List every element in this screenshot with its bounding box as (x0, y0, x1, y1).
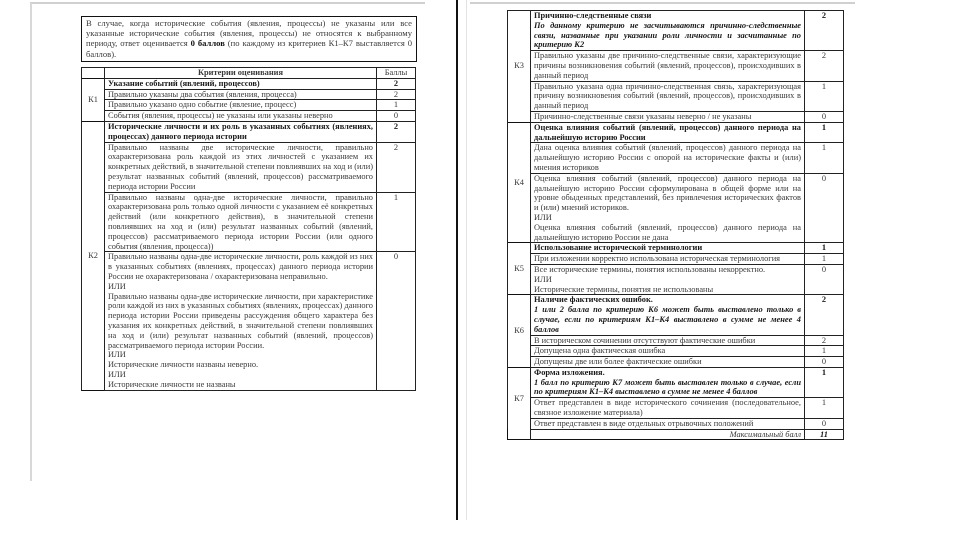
k7-note: 1 балл по критерию К7 может быть выставлен только в случае, если по критериям К1–К4 выставлено в сумме не менее 4 баллов (534, 377, 801, 397)
k2-row-3-or-2: ИЛИ (108, 350, 126, 360)
k2-label: К2 (82, 121, 105, 390)
k2-row-1-points: 2 (377, 142, 416, 192)
k5-title-row (508, 243, 844, 254)
table-row (82, 111, 416, 122)
left-page-left-edge (30, 3, 32, 481)
header-points: Баллы (377, 68, 416, 79)
k6-row-1-points: 2 (805, 335, 844, 346)
k2-row-3-part-1: Правильно названы одна-две исторические личности, роль каждой из них в указанных событиях (явлениях, процессах) данного периода истории России не охарактеризована / охарактеризована неправильно. (108, 252, 373, 281)
k4-row-2-part-2: Оценка влияния событий (явлений, процессов) данного периода на дальнейшую историю России не дана (534, 222, 801, 242)
total-label: Максимальный балл (531, 429, 805, 440)
k7-title: Форма изложения. (534, 367, 605, 377)
k5-row-1-points: 1 (805, 254, 844, 265)
k1-row-3-text: События (явления, процессы) не указаны или указаны неверно (105, 111, 377, 122)
k1-row-2-text: Правильно указано одно событие (явление, процесс) (105, 100, 377, 111)
criteria-table-right (507, 10, 844, 440)
table-row (508, 111, 844, 122)
criteria-table-left (81, 67, 416, 391)
k2-row-2-text: Правильно названы одна-две исторические личности, правильно охарактеризована роль только одной личности с указанием её конкретных действий (или конкретного действия), в значительной степени повлиявших на ход и (или) результат названных событий (явлений, процессов) рассматриваемого периода истории России (или одного события (явления, процесса)) (105, 192, 377, 252)
k6-title: Наличие фактических ошибок. (534, 295, 653, 305)
k2-row-3-points: 0 (377, 252, 416, 390)
page-divider (456, 0, 458, 520)
table-header-row (82, 68, 416, 79)
k2-row-3-or-1: ИЛИ (108, 281, 126, 291)
k4-title-row (508, 122, 844, 143)
k4-max: 1 (805, 122, 844, 143)
k3-title-cell (531, 11, 805, 51)
k6-max: 2 (805, 295, 844, 335)
k2-row-3-part-2: Правильно названы одна-две исторические личности, при характеристике роли каждой из них в указанных событиях (явлениях, процессах) данного периода истории России приведены рассуждения общего характера без указания их конкретных действий, в значительной степени повлиявших на ход и (или) результат названных событий (явлений, процессов) рассматриваемого периода истории России. (108, 291, 373, 350)
k3-row-1-text: Правильно указаны две причинно-следственные связи, характеризующие причины возникновения событий (явлений, процессов), происходивших в данный период (531, 51, 805, 81)
k1-row-1-text: Правильно указаны два события (явления, процесса) (105, 89, 377, 100)
k5-row-2-points: 0 (805, 264, 844, 294)
k2-title: Исторические личности и их роль в указанных событиях (явлениях, процессах) данного периода истории (105, 121, 377, 142)
total-k-cell (508, 429, 531, 440)
k5-max: 1 (805, 243, 844, 254)
k3-note: По данному критерию не засчитываются причинно-следственные связи, названные при указании роли личности и засчитанные по критерию К2 (534, 20, 801, 50)
k2-row-3-part-3: Исторические личности названы неверно. (108, 360, 259, 370)
k5-label: К5 (508, 243, 531, 295)
page-divider-shadow (466, 0, 467, 520)
k5-row-2-text (531, 264, 805, 294)
k6-label: К6 (508, 295, 531, 368)
k6-row-2-text: Допущена одна фактическая ошибка (531, 346, 805, 357)
k1-label: К1 (82, 78, 105, 121)
k5-row-2-part-2: Исторические термины, понятия не использованы (534, 284, 714, 294)
k2-max: 2 (377, 121, 416, 142)
k1-row-3-points: 0 (377, 111, 416, 122)
table-row (508, 81, 844, 111)
k2-row-1-text: Правильно названы две исторические личности, правильно охарактеризована роль каждой из этих личностей с указанием их конкретных действий, в значительной степени повлиявших на ход и (или) результат названных событий (явлений, процессов) рассматриваемого периода истории России (105, 142, 377, 192)
left-page-top-edge (30, 2, 425, 4)
table-row (508, 357, 844, 368)
k3-row-2-text: Правильно указана одна причинно-следственная связь, характеризующая причину возникновения событий (явлений, процессов), происходивших в данный период (531, 81, 805, 111)
k2-row-2-points: 1 (377, 192, 416, 252)
k3-row-1-points: 2 (805, 51, 844, 81)
k7-row-1-text: Ответ представлен в виде исторического сочинения (последовательное, связное изложение материала) (531, 398, 805, 419)
k5-title: Использование исторической терминологии (531, 243, 805, 254)
k3-title: Причинно-следственные связи (534, 11, 652, 20)
k6-row-3-points: 0 (805, 357, 844, 368)
table-row (82, 252, 416, 390)
k4-row-2-text (531, 173, 805, 243)
k6-title-row (508, 295, 844, 335)
k5-row-2-part-1: Все исторические термины, понятия использованы некорректно. (534, 264, 766, 274)
k1-row-2-points: 1 (377, 100, 416, 111)
k6-title-cell (531, 295, 805, 335)
table-row (508, 418, 844, 429)
k2-row-3-text (105, 252, 377, 390)
table-row (82, 142, 416, 192)
header-criteria: Критерии оценивания (105, 68, 377, 79)
k4-title: Оценка влияния событий (явлений, процессов) данного периода на дальнейшую историю России (531, 122, 805, 143)
k4-row-2-points: 0 (805, 173, 844, 243)
table-row (82, 89, 416, 100)
k1-row-1-points: 2 (377, 89, 416, 100)
table-row (82, 192, 416, 252)
total-points: 11 (805, 429, 844, 440)
table-row (508, 254, 844, 265)
table-row (508, 346, 844, 357)
k1-title: Указание событий (явлений, процессов) (105, 78, 377, 89)
right-page-top-edge (470, 2, 855, 4)
k5-row-1-text: При изложении корректно использована историческая терминология (531, 254, 805, 265)
k4-row-1-text: Дана оценка влияния событий (явлений, процессов) данного периода на дальнейшую историю России с опорой на исторические факты и (или) мнения историков (531, 143, 805, 173)
k7-row-2-points: 0 (805, 418, 844, 429)
k4-row-2-part-1: Оценка влияния событий (явлений, процессов) данного периода на дальнейшую историю России сформулирована в общей форме или на уровне обыденных представлений, без привлечения исторических фактов и (или) мнений историков. (534, 173, 801, 213)
table-row (82, 100, 416, 111)
zero-score-note (81, 16, 417, 62)
k3-row-2-points: 1 (805, 81, 844, 111)
k4-label: К4 (508, 122, 531, 243)
k6-row-1-text: В историческом сочинении отсутствуют фактические ошибки (531, 335, 805, 346)
k7-title-cell (531, 367, 805, 397)
note-bold: 0 баллов (190, 38, 225, 49)
k6-row-2-points: 1 (805, 346, 844, 357)
table-row (508, 335, 844, 346)
table-row (508, 398, 844, 419)
k5-row-2-or: ИЛИ (534, 274, 552, 284)
k3-row-3-text: Причинно-следственные связи указаны неверно / не указаны (531, 111, 805, 122)
k6-note: 1 или 2 балла по критерию К6 может быть выставлено только в случае, если по критериям К1–К4 выставлено в сумме не менее 4 баллов (534, 305, 801, 334)
k7-title-row (508, 367, 844, 397)
k7-row-1-points: 1 (805, 398, 844, 419)
k1-max: 2 (377, 78, 416, 89)
total-row (508, 429, 844, 440)
k3-row-3-points: 0 (805, 111, 844, 122)
k3-label: К3 (508, 11, 531, 123)
k3-max: 2 (805, 11, 844, 51)
table-row (508, 173, 844, 243)
k4-row-1-points: 1 (805, 143, 844, 173)
table-row (508, 143, 844, 173)
k7-row-2-text: Ответ представлен в виде отдельных отрывочных положений (531, 418, 805, 429)
k2-row-3-or-3: ИЛИ (108, 369, 126, 379)
table-row (508, 264, 844, 294)
k1-title-row (82, 78, 416, 89)
k2-title-row (82, 121, 416, 142)
k7-max: 1 (805, 367, 844, 397)
k7-label: К7 (508, 367, 531, 429)
header-k-cell (82, 68, 105, 79)
k3-title-row (508, 11, 844, 51)
k6-row-3-text: Допущены две или более фактические ошибки (531, 357, 805, 368)
k4-row-2-or: ИЛИ (534, 212, 552, 222)
note-text-after: (по каждому из критериев К1–К7 выставляется 0 баллов). (86, 38, 412, 59)
table-row (508, 51, 844, 81)
note-text-before: В случае, когда исторические события (явления, процессы) не указаны или все указанные исторические события (явления, процессы) не относятся к выбранному периоду, ответ оценивается (86, 18, 412, 49)
k2-row-3-part-4: Исторические личности не названы (108, 379, 236, 389)
